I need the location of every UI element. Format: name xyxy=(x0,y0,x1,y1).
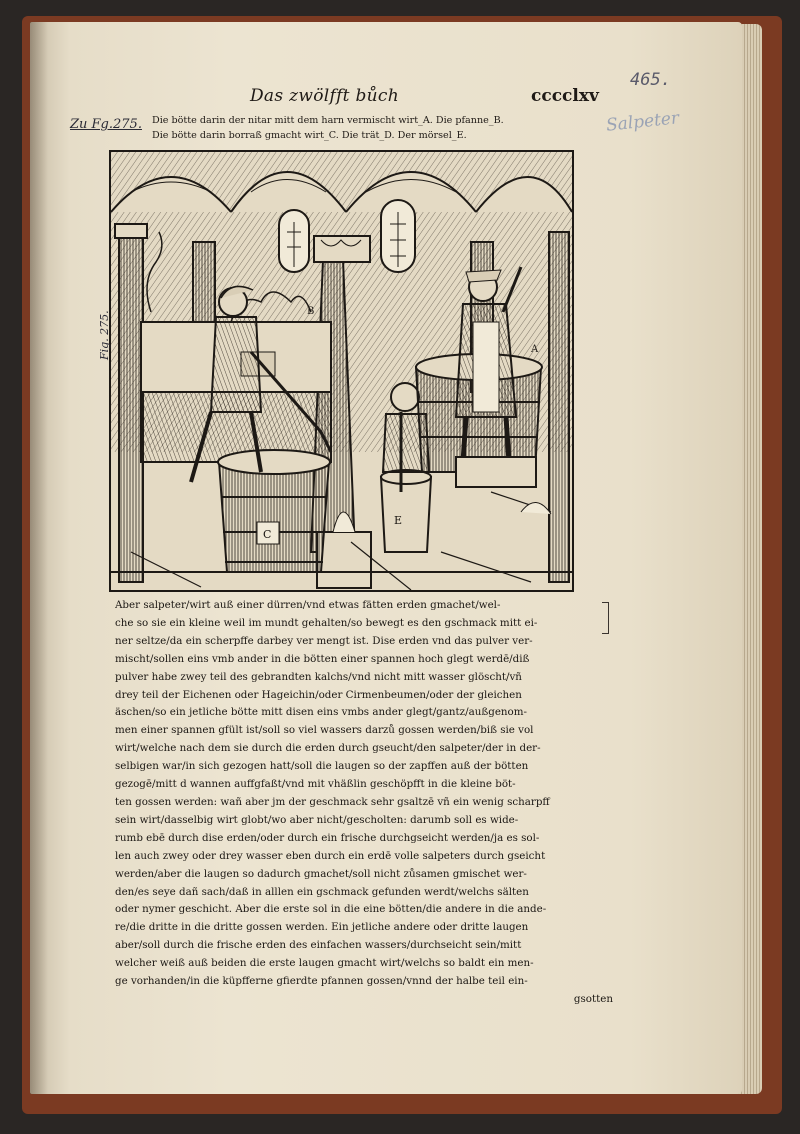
text-line: drey teil der Eichenen oder Hageichin/oder Cirmenbeumen/oder der gleichen xyxy=(115,688,522,701)
figure-caption-line-1: Die bötte darin der nitar mitt dem harn vermischt wirt_A. Die pfanne_B. xyxy=(152,115,504,126)
text-line: aber/soll durch die frische erden des einfachen wassers/durchseicht sein/mitt xyxy=(115,939,522,952)
text-line: wirt/welche nach dem sie durch die erden durch gseucht/den salpeter/der in der- xyxy=(115,742,541,755)
figure-margin-reference: Zu Fg.275. xyxy=(70,117,142,132)
text-line: gezogē/mitt d wannen auffgfaßt/vnd mit vhäßlin geschöpfft in die kleine böt- xyxy=(115,778,516,791)
text-line: ge vorhanden/in die küpfferne gfierdte pfannen gossen/vnnd der halbe teil ein- xyxy=(115,975,528,988)
label-e: E xyxy=(394,514,403,527)
text-line: werden/aber die laugen so dadurch gmachet/soll nicht zůsamen gmischet wer- xyxy=(115,867,527,880)
text-line: pulver habe zwey teil des gebrandten kalchs/vnd nicht mitt wasser glöscht/vñ xyxy=(115,670,522,683)
running-head: Das zwölfft bůch xyxy=(250,86,399,106)
catchword: gsotten xyxy=(573,992,613,1005)
text-line: den/es seye dañ sach/daß in alllen ein gschmack gefunden werdt/welchs sälten xyxy=(115,885,529,898)
text-line: rumb ebē durch dise erden/oder durch ein frische durchgseicht werden/ja es sol- xyxy=(115,831,540,844)
text-line: mischt/sollen eins vmb ander in die bötten einer spannen hoch glegt werdē/diß xyxy=(115,652,530,665)
text-line: welcher weiß auß beiden die erste laugen gmacht wirt/welchs so baldt ein men- xyxy=(115,957,534,970)
text-line: ten gossen werden: wañ aber jm der geschmack sehr gsaltzē vñ ein wenig scharpff xyxy=(115,795,550,808)
woodcut-scene xyxy=(111,152,572,590)
text-line: selbigen war/in sich gezogen hatt/soll die laugen so der zapffen auß der bötten xyxy=(115,760,529,773)
figure-caption-line-2: Die bötte darin borraß gmacht wirt_C. Die trät_D. Der mörsel_E. xyxy=(152,130,467,141)
figure-side-reference: Fig. 275. xyxy=(98,310,111,360)
folio-number: cccclxv xyxy=(531,86,599,106)
text-line: len auch zwey oder drey wasser eben durch ein erdē volle salpeters durch gseicht xyxy=(115,849,546,862)
text-line: men einer spannen gfült ist/soll so viel wassers darzů gossen werden/biß sie vol xyxy=(115,724,534,737)
label-b: B xyxy=(307,306,315,317)
text-line: oder nymer geschicht. Aber die erste sol in die eine bötten/die andere in die ande- xyxy=(115,903,547,916)
text-line: äschen/so ein jetliche bötte mitt disen eins vmbs ander glegt/gantz/außgenom- xyxy=(115,706,527,719)
handwritten-page-number: 465. xyxy=(630,70,671,90)
woodcut-illustration xyxy=(109,150,574,592)
text-line: re/die dritte in die dritte gossen werden. Ein jetliche andere oder dritte laugen xyxy=(115,921,529,934)
text-line: ner seltze/da ein scherpffe darbey ver mengt ist. Dise erden vnd das pulver ver- xyxy=(115,634,533,647)
body-text xyxy=(115,597,613,1009)
text-line: che so sie ein kleine weil im mundt gehalten/so bewegt es den gschmack mitt ei- xyxy=(115,616,538,629)
gutter-shadow xyxy=(30,22,48,1094)
label-c: C xyxy=(263,528,272,541)
handwritten-margin-note: Salpeter xyxy=(605,108,681,136)
text-line: Aber salpeter/wirt auß einer dürren/vnd etwas fätten erden gmachet/wel- xyxy=(115,599,501,611)
label-a: A xyxy=(531,344,539,355)
text-line: sein wirt/dasselbig wirt globt/wo aber nicht/gescholten: darumb soll es wide- xyxy=(115,813,519,826)
